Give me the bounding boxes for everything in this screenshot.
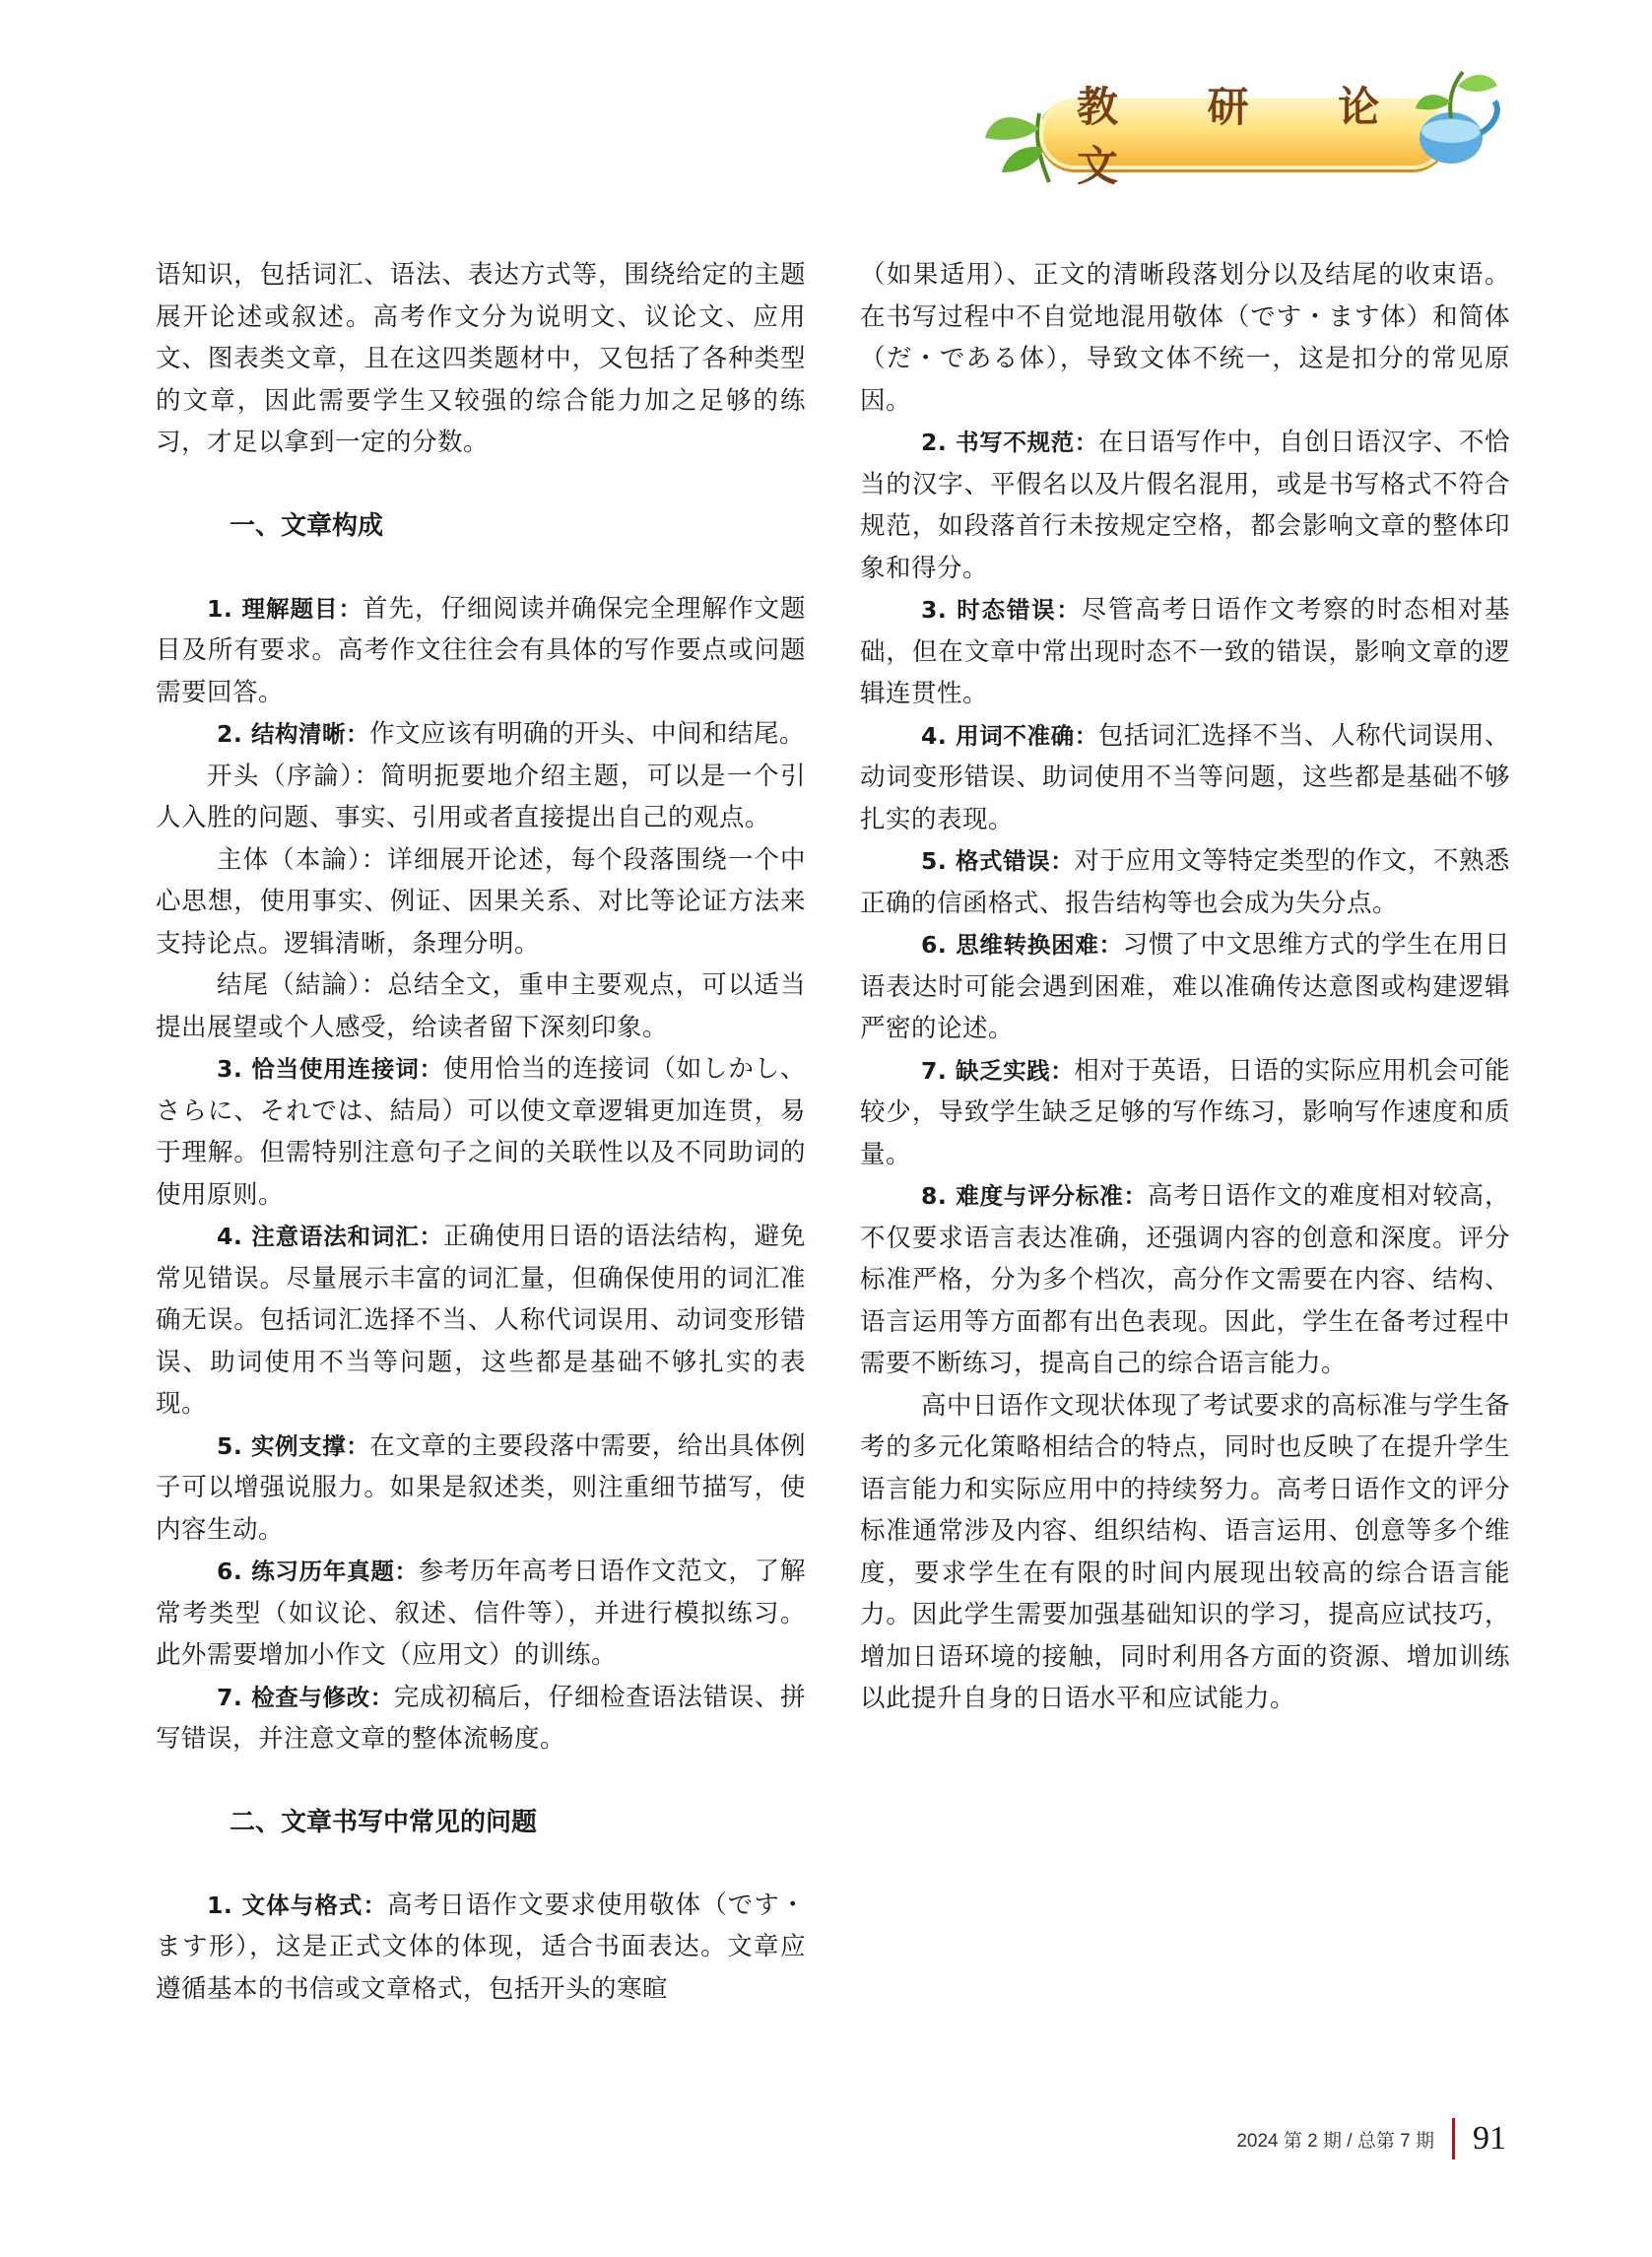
list-item-style-format bbox=[156, 1885, 806, 2011]
page-number: 91 bbox=[1473, 2120, 1506, 2157]
paragraph-ending: 结尾（結論）：总结全文，重申主要观点，可以适当提出展望或个人感受，给读者留下深刻印象。 bbox=[156, 970, 806, 1042]
list-item-understand-topic bbox=[156, 588, 806, 714]
list-item-word-choice bbox=[860, 715, 1510, 841]
item-text: 尽管高考日语作文考察的时态相对基础，但在文章中常出现时态不一致的错误，影响文章的逻辑连贯性。 bbox=[860, 595, 1510, 708]
left-column bbox=[156, 254, 806, 2010]
item-lead: 1. 文体与格式： bbox=[207, 1891, 388, 1919]
page-footer bbox=[1236, 2118, 1506, 2159]
item-text: 完成初稿后，仔细检查语法错误、拼写错误，并注意文章的整体流畅度。 bbox=[156, 1682, 806, 1754]
item-lead: 7. 检查与修改： bbox=[217, 1683, 394, 1711]
item-lead: 1. 理解题目： bbox=[207, 594, 363, 623]
item-text: 正确使用日语的语法结构，避免常见错误。尽量展示丰富的词汇量，但确保使用的词汇准确无误。包括词汇选择不当、人称代词误用、动词变形错误、助词使用不当等问题，这些都是基础不够扎实的表现。 bbox=[156, 1222, 806, 1419]
item-lead: 2. 结构清晰： bbox=[217, 720, 369, 748]
item-lead: 3. 时态错误： bbox=[921, 596, 1082, 624]
item-lead: 2. 书写不规范： bbox=[921, 429, 1098, 456]
item-text: 高考日语作文的难度相对较高，不仅要求语言表达准确，还强调内容的创意和深度。评分标准严格，分为多个档次，高分作文需要在内容、结构、语言运用等方面都有出色表现。因此，学生在备考过程中需要不断练习，提高自己的综合语言能力。 bbox=[860, 1181, 1510, 1378]
item-lead: 3. 恰当使用连接词： bbox=[217, 1055, 443, 1083]
item-text: 在文章的主要段落中需要，给出具体例子可以增强说服力。如果是叙述类，则注重细节描写，使内容生动。 bbox=[156, 1430, 806, 1545]
list-item-clear-structure bbox=[156, 713, 806, 756]
section-heading-structure: 一、文章构成 bbox=[230, 510, 384, 541]
paragraph-opening: 开头（序論）：简明扼要地介绍主题，可以是一个引人入胜的问题、事实、引用或者直接提出自己的观点。 bbox=[156, 761, 806, 832]
list-item-format-errors bbox=[860, 840, 1510, 924]
item-lead: 8. 难度与评分标准： bbox=[921, 1182, 1148, 1210]
item-lead: 5. 实例支撑： bbox=[217, 1431, 370, 1460]
list-item-thinking-shift bbox=[860, 924, 1510, 1050]
item-text: 作文应该有明确的开头、中间和结尾。 bbox=[368, 719, 805, 749]
item-text: 参考历年高考日语作文范文，了解常考类型（如议论、叙述、信件等），并进行模拟练习。此外需要增加小作文（应用文）的训练。 bbox=[156, 1557, 806, 1670]
paragraph-closing: 高中日语作文现状体现了考试要求的高标准与学生备考的多元化策略相结合的特点，同时也反映了在提升学生语言能力和实际应用中的持续努力。高考日语作文的评分标准通常涉及内容、组织结构、语言运用、创意等多个维度，要求学生在有限的时间内展现出较高的综合语言能力。因此学生需要加强基础知识的学习，提高应试技巧，增加日语环境的接触，同时利用各方面的资源、增加训练以此提升自身的日语水平和应试能力。 bbox=[860, 1390, 1511, 1713]
item-text: 对于应用文等特定类型的作文，不熟悉正确的信函格式、报告结构等也会成为失分点。 bbox=[860, 846, 1510, 918]
banner-plate bbox=[1039, 83, 1448, 190]
section-title: 教 研 论 文 bbox=[1077, 83, 1418, 190]
item-lead: 6. 练习历年真题： bbox=[217, 1558, 419, 1585]
right-column bbox=[860, 254, 1510, 1720]
list-item-irregular-writing bbox=[860, 422, 1510, 589]
item-lead: 6. 思维转换困难： bbox=[921, 931, 1123, 959]
footer-divider bbox=[1452, 2118, 1455, 2159]
teapot-plant-icon bbox=[1404, 64, 1502, 182]
section-heading-problems: 二、文章书写中常见的问题 bbox=[230, 1807, 538, 1837]
item-text: 在日语写作中，自创日语汉字、不恰当的汉字、平假名以及片假名混用，或是书写格式不符合规范，如段落首行未按规定空格，都会影响文章的整体印象和得分。 bbox=[860, 428, 1510, 583]
item-lead: 5. 格式错误： bbox=[921, 847, 1075, 875]
list-item-connectives bbox=[156, 1048, 806, 1216]
item-lead: 7. 缺乏实践： bbox=[921, 1056, 1075, 1085]
item-text: 高考日语作文要求使用敬体（です・ます形），这是正式文体的体现，适合书面表达。文章应遵循基本的书信或文章格式，包括开头的寒暄 bbox=[156, 1890, 806, 2004]
paragraph-continuation: 语知识，包括词汇、语法、表达方式等，围绕给定的主题展开论述或叙述。高考作文分为说明文、议论文、应用文、图表类文章，且在这四类题材中，又包括了各种类型的文章，因此需要学生又较强的综合能力加之足够的练习，才足以拿到一定的分数。 bbox=[156, 260, 806, 457]
list-item-tense-errors bbox=[860, 589, 1510, 715]
section-banner bbox=[980, 59, 1502, 207]
paragraph-body: 主体（本論）：详细展开论述，每个段落围绕一个中心思想，使用事实、例证、因果关系、对比等论证方法来支持论点。逻辑清晰，条理分明。 bbox=[156, 844, 806, 959]
item-lead: 4. 注意语法和词汇： bbox=[217, 1223, 443, 1250]
list-item-difficulty-scoring bbox=[860, 1175, 1510, 1385]
item-text: 习惯了中文思维方式的学生在用日语表达时可能会遇到困难，难以准确传达意图或构建逻辑严密的论述。 bbox=[860, 930, 1510, 1043]
item-text: 使用恰当的连接词（如しかし、さらに、それでは、結局）可以使文章逻辑更加连贯，易于理解。但需特别注意句子之间的关联性以及不同助词的使用原则。 bbox=[156, 1054, 806, 1210]
item-text: 包括词汇选择不当、人称代词误用、动词变形错误、助词使用不当等问题，这些都是基础不够扎实的表现。 bbox=[860, 720, 1510, 834]
item-text: 首先，仔细阅读并确保完全理解作文题目及所有要求。高考作文往往会有具体的写作要点或问题需要回答。 bbox=[156, 593, 806, 707]
list-item-past-exams bbox=[156, 1551, 806, 1677]
paragraph-continuation: （如果适用）、正文的清晰段落划分以及结尾的收束语。在书写过程中不自觉地混用敬体（です・ます体）和简体（だ・である体），导致文体不统一，这是扣分的常见原因。 bbox=[860, 260, 1510, 416]
item-text: 相对于英语，日语的实际应用机会可能较少，导致学生缺乏足够的写作练习，影响写作速度和质量。 bbox=[860, 1055, 1510, 1169]
item-lead: 4. 用词不准确： bbox=[921, 721, 1098, 750]
list-item-lack-practice bbox=[860, 1050, 1510, 1176]
list-item-review bbox=[156, 1677, 806, 1760]
list-item-grammar-vocab bbox=[156, 1216, 806, 1426]
list-item-examples bbox=[156, 1426, 806, 1552]
issue-info: 2024 第 2 期 / 总第 7 期 bbox=[1236, 2130, 1434, 2152]
